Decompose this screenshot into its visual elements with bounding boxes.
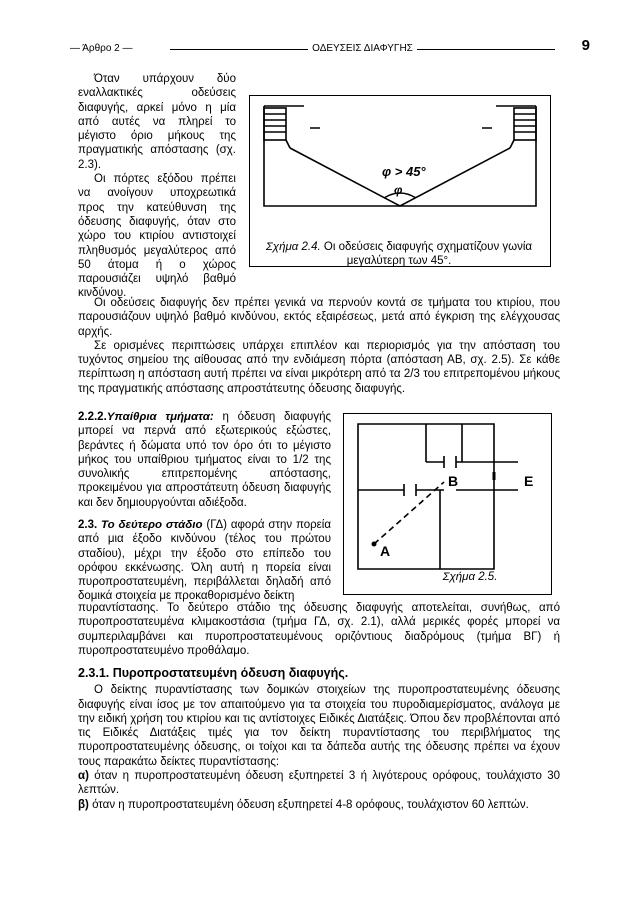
section-2-3-paragraph bbox=[78, 518, 331, 604]
page-header bbox=[70, 37, 590, 60]
section-2-3-continued bbox=[78, 601, 560, 658]
figure-2-4-caption-number: Σχήμα 2.4. bbox=[265, 241, 321, 253]
figure-2-4-caption bbox=[249, 240, 549, 268]
section-2-2-2 bbox=[78, 410, 331, 510]
list-item-a bbox=[78, 769, 560, 798]
paragraph-exit-doors: Οι πόρτες εξόδου πρέπει να ανοίγουν υποχρεωτικά προς την κατεύθυνση της όδευσης διαφυγής, όταν στο χώρο του κτιρίου αντιστοιχεί πληθυσμός μεγαλύτερος από 50 άτομα ή ο χώρος παρουσιάζει υψηλό βαθμό κινδύνου. bbox=[78, 173, 236, 300]
angle-label: φ > 45° bbox=[382, 164, 426, 179]
section-2-3 bbox=[78, 518, 331, 604]
section-2-3-1-text: Ο δείκτης πυραντίστασης των δομικών στοιχείων της πυροπροστατευμένης όδευσης διαφυγής είναι ίσος με τον απαιτούμενο για τα στοιχεία του πυροδιαμερίσματος, ανάλογα με την ειδική χρήση του κτιρίου και τις αντίστοιχες Ειδικές Διατάξεις. Όπου δεν προβλέπονται από τις Ειδικές Διατάξεις τιμές για τον δείκτη πυραντίστασης του περιβλήματος της πυροπροστατευμένης όδευσης, οι τοίχοι και τα δάπεδα αυτής της όδευσης πρέπει να έχουν τους παρακάτω δείκτες πυραντίστασης: bbox=[78, 684, 560, 768]
section-2-2-2-number: 2.2.2. bbox=[78, 411, 107, 423]
point-e-label: E bbox=[524, 473, 534, 489]
section-2-3-number: 2.3. bbox=[78, 519, 98, 531]
list-item-a-label: α) bbox=[78, 770, 89, 783]
body-text-1 bbox=[78, 296, 560, 396]
section-2-3-title: Το δεύτερο στάδιο bbox=[101, 519, 203, 531]
paragraph-high-risk: Οι οδεύσεις διαφυγής δεν πρέπει γενικά να περνούν κοντά σε τμήματα του κτιρίου, που παρουσιάζουν υψηλό βαθμό κινδύνου, εκτός εξαιρέσεως, μετά από έγκριση της ελέγχουσας αρχής. bbox=[78, 297, 560, 338]
intro-text bbox=[78, 72, 236, 301]
page-number: 9 bbox=[581, 37, 590, 54]
header-article: — Άρθρο 2 — bbox=[70, 43, 133, 54]
point-b-label: B bbox=[448, 473, 459, 489]
figure-2-4-caption-text: Οι οδεύσεις διαφυγής σχηματίζουν γωνία μεγαλύτερη των 45°. bbox=[323, 241, 533, 267]
list-item-b bbox=[78, 798, 560, 812]
section-2-2-2-text: η όδευση διαφυγής μπορεί να περνά από εξωτερικούς εξώστες, βεράντες ή δώματα υπό τον όρο ότι το μέγιστο μήκος του υπαίθριου τμήματος είναι το 1/2 της συνολικής επιτρεπομένης απόστασης, προκειμένου για απροστάτευτη όδευση διαφυγής και δεν δημιουργούνται αδιέξοδα. bbox=[78, 411, 332, 509]
point-a-label: A bbox=[380, 543, 391, 559]
section-2-3-text-b: πυραντίστασης. Το δεύτερο στάδιο της όδευσης διαφυγής αποτελείται, συνήθως, από πυροπροστατευμένα κλιμακοστάσια (τμήμα ΓΔ, σχ. 2.1), αλλά μερικές φορές μπορεί να συμπεριλαμβάνει και πυροπροστατευμένους οριζόντιους διαδρόμους (τμήμα ΒΓ) ή πυροπροστατευμένο προθάλαμο. bbox=[78, 602, 560, 657]
section-2-3-1-heading: 2.3.1. Πυροπροστατευμένη όδευση διαφυγής. bbox=[78, 666, 349, 680]
paragraph-alternative-routes: Όταν υπάρχουν δύο εναλλακτικές οδεύσεις διαφυγής, αρκεί μόνο η μία από αυτές να πληρεί το μέγιστο όριο μήκους της πραγματικής απόστασης (σχ. 2.3). bbox=[78, 73, 236, 171]
list-item-a-text: όταν η πυροπροστατευμένη όδευση εξυπηρετεί 3 ή λιγότερους ορόφους, τουλάχιστο 30 λεπτών. bbox=[78, 770, 560, 797]
header-title: ΟΔΕΥΣΕΙΣ ΔΙΑΦΥΓΗΣ bbox=[308, 43, 417, 54]
phi-label: φ bbox=[394, 183, 403, 197]
list-item-b-text: όταν η πυροπροστατευμένη όδευση εξυπηρετεί 4-8 ορόφους, τουλάχιστον 60 λεπτών. bbox=[92, 798, 529, 811]
figure-2-5-caption: Σχήμα 2.5. bbox=[442, 571, 498, 583]
figure-2-5-drawing bbox=[344, 414, 551, 594]
section-2-2-2-paragraph bbox=[78, 410, 331, 510]
paragraph-distance-ab: Σε ορισμένες περιπτώσεις υπάρχει επιπλέον και περιορισμός για την απόσταση του τυχόντος σημείου της αίθουσας από την ενδιάμεση πόρτα (απόσταση ΑΒ, σχ. 2.5). Σε κάθε περίπτωση η απόσταση αυτή πρέπει να είναι μικρότερη από τα 2/3 του επιτρεπομένου μήκους της πραγματικής απόστασης απροστάτευτης όδευσης διαφυγής. bbox=[78, 339, 560, 395]
section-2-2-2-title: Υπαίθρια τμήματα: bbox=[106, 411, 214, 423]
list-item-b-label: β) bbox=[78, 798, 89, 811]
section-2-3-1 bbox=[78, 666, 560, 812]
section-2-3-text-a: (ΓΔ) αφορά στην πορεία από μια έξοδο κινδύνου (τέλος του πρώτου σταδίου), μέχρι την έξοδο στο επίπεδο του ορόφου εκκένωσης. Όλη αυτή η πορεία είναι πυροπροστατευμένη, περιβάλλεται δηλαδή από δομικά στοιχεία με προκαθορισμένο δείκτη bbox=[78, 519, 331, 603]
figure-2-5 bbox=[343, 413, 552, 595]
